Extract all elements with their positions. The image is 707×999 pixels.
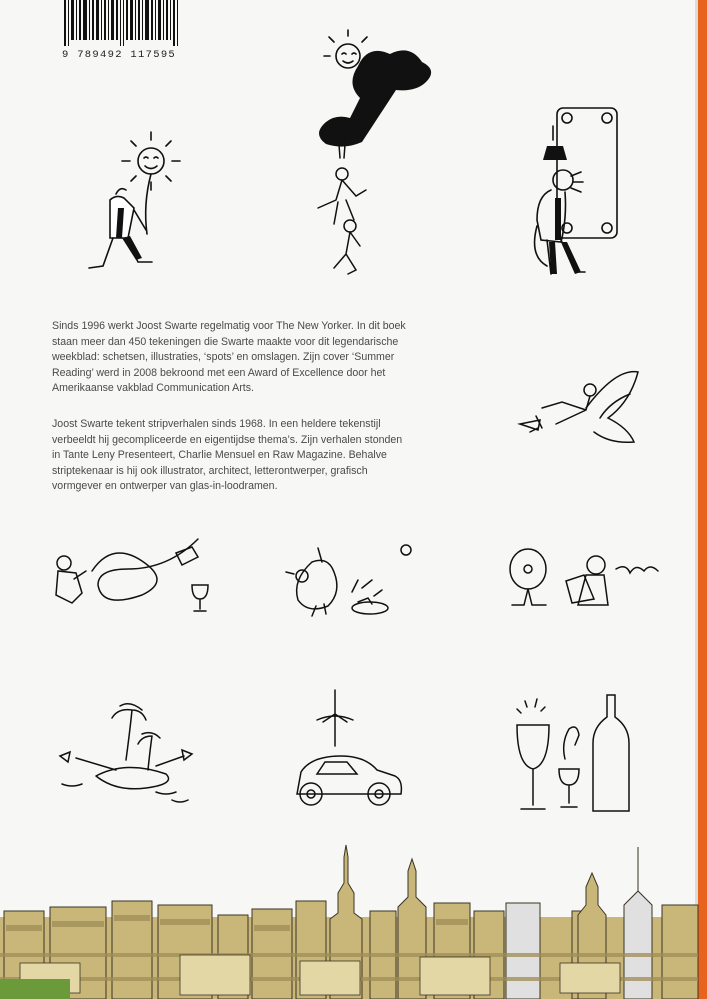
book-spine-edge bbox=[698, 0, 707, 999]
paragraph-line: Joost Swarte tekent stripverhalen sinds 1968. In een heldere tekenstijl bbox=[52, 418, 381, 430]
rowers-on-island-illustration bbox=[56, 700, 196, 810]
man-with-spilling-wine-illustration bbox=[52, 545, 222, 615]
description-paragraph-2 bbox=[52, 417, 452, 495]
paragraph-line: Sinds 1996 werkt Joost Swarte regelmatig voor The New Yorker. In dit boek bbox=[52, 320, 406, 332]
description-paragraph-1 bbox=[52, 319, 452, 397]
man-on-bird-illustration bbox=[516, 368, 644, 448]
wine-glasses-and-bottle-illustration bbox=[511, 695, 641, 815]
paragraph-line: striptekenaar is hij ook illustrator, architect, letterontwerper, grafisch bbox=[52, 464, 368, 477]
rooster-and-fish-illustration bbox=[282, 542, 422, 618]
paragraph-line: verbeeldt hij gecompliceerde en eigentijdse thema’s. Zijn verhalen stonden bbox=[52, 433, 403, 446]
paragraph-line: in Tante Leny Presenteert, Charlie Mensuel en Raw Magazine. Behalve bbox=[52, 449, 387, 462]
fan-and-reader-illustration bbox=[506, 547, 662, 613]
isbn-number: 9 789492 117595 bbox=[62, 49, 177, 61]
paragraph-line: vormgever en ontwerper van glas-in-loodramen. bbox=[52, 480, 278, 493]
people-hanging-from-cloud-illustration bbox=[300, 26, 440, 278]
paragraph-line: staan meer dan 450 tekeningen die Swarte maakte voor dit legendarische bbox=[52, 335, 399, 348]
new-york-skyline-illustration bbox=[0, 845, 698, 999]
barcode bbox=[62, 0, 180, 70]
paragraph-line: weekblad: schetsen, illustraties, ‘spots’ en omslagen. Zijn cover ‘Summer bbox=[52, 351, 395, 364]
paragraph-line: Reading’ werd in 2008 bekroond met een Award of Excellence door het bbox=[52, 366, 386, 379]
man-with-sun-balloon-illustration bbox=[78, 128, 188, 278]
man-with-phone-and-weight-illustration bbox=[527, 106, 627, 278]
car-with-propeller-illustration bbox=[287, 690, 405, 814]
barcode-bars bbox=[62, 0, 180, 46]
paragraph-line: Amerikaanse vakblad Communication Arts. bbox=[52, 382, 254, 395]
